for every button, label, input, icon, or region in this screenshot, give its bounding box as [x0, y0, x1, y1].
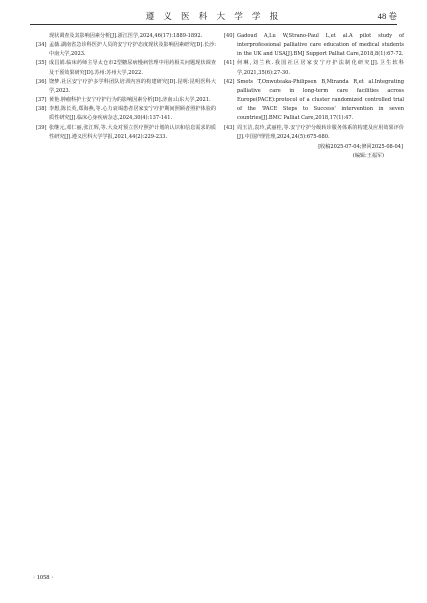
- reference-number: [37]: [36, 97, 47, 104]
- page-number: · 1058 ·: [33, 574, 54, 581]
- right-reference-column: [224, 32, 404, 161]
- reference-text: Gadoud A,Lu W,Strano-Paul L,et al.A pilot study of interprofessional palliative care education of medical students in the UK and USA[J].BMJ Support Palliat Care,2018,8(1):67-72.: [237, 33, 404, 58]
- reference-entry: [36, 41, 216, 59]
- reference-number: [42]: [224, 78, 235, 85]
- reference-entry: [36, 78, 216, 96]
- reference-entry: [36, 59, 216, 77]
- reference-text: 成昌娟.临床药师主导太仓市2型糖尿病慢病管理中用药相关问题现状调查及干预效果研究[D].苏州:苏州大学,2022.: [49, 60, 216, 76]
- reference-text: Smets T,Onwuteaka-Philipsen B,Miranda R,et al.Integrating palliative care in long-term care facilities across Europe(PACE):protocol of a cluster randomized controlled trial of the 'PACE Steps to Success' intervention in seven countries[J].BMC Palliat Care,2018,17(1):47.: [237, 78, 404, 122]
- reference-text: 黄艳.肿瘤科护士安宁疗护行为的影响因素分析[D].济南:山东大学,2021.: [49, 97, 211, 104]
- reference-number: [41]: [224, 60, 235, 67]
- reference-text: 周玉洁,袁玲,武丽桂,等.安宁疗护分级转诊服务体系的构建及应用效果评价[J].中国护理管理,2024,24(5):675-680.: [237, 124, 404, 140]
- reference-number: [36]: [36, 78, 47, 85]
- reference-entry: [36, 96, 216, 105]
- reference-text: 李想,陈长英,郑海燕,等.心力衰竭患者居家安宁疗护期间照顾者照护体验的质性研究[J].临床心身疾病杂志,2024,30(4):137-141.: [49, 106, 216, 122]
- right-reference-list: [224, 32, 404, 142]
- running-header: [30, 10, 397, 24]
- reference-entry: [224, 78, 404, 124]
- left-reference-list: [36, 41, 216, 142]
- reference-number: [34]: [36, 42, 47, 49]
- reference-entry: [224, 32, 404, 59]
- reference-entry: [36, 124, 216, 142]
- reference-text: 饶梦.社区安宁疗护多学科团队培训内容的构建研究[D].昆明:昆明医科大学,2023.: [49, 78, 216, 94]
- volume-number: 48 卷: [377, 11, 397, 21]
- reference-text: 张继元,邓仁丽,张江辉,等.大众对预立医疗照护计划的认识和信息需求的质性研究[J].遵义医科大学学报,2021,44(2):229-233.: [49, 124, 216, 140]
- reference-number: [39]: [36, 124, 47, 131]
- reference-number: [38]: [36, 106, 47, 113]
- reference-entry: [224, 124, 404, 142]
- received-revised-dates: [收稿2025-07-04;修回2025-08-04]: [318, 143, 403, 150]
- reference-number: [43]: [224, 124, 235, 131]
- reference-number: [40]: [224, 33, 235, 39]
- reference-continuation: 现状调查及其影响因素分析[J].浙江医学,2024,46(17):1889-1892.: [49, 33, 203, 39]
- reference-number: [35]: [36, 60, 47, 67]
- journal-title: 遵 义 医 科 大 学 学 报: [145, 12, 282, 22]
- reference-text: 何琳,刘兰秋.我国社区居家安宁疗护法制化研究[J].卫生软科学,2021,35(6):27-30.: [237, 60, 404, 76]
- reference-text: 孟薇.湖南省急诊科医护人员的安宁疗护态度现状及影响因素研究[D].长沙:中南大学,2023.: [49, 42, 216, 58]
- reference-entry: [224, 59, 404, 77]
- left-reference-column: [36, 32, 216, 142]
- header-rule: [30, 24, 397, 25]
- editor-credit: (编辑:王福军): [352, 153, 384, 160]
- reference-entry: [36, 105, 216, 123]
